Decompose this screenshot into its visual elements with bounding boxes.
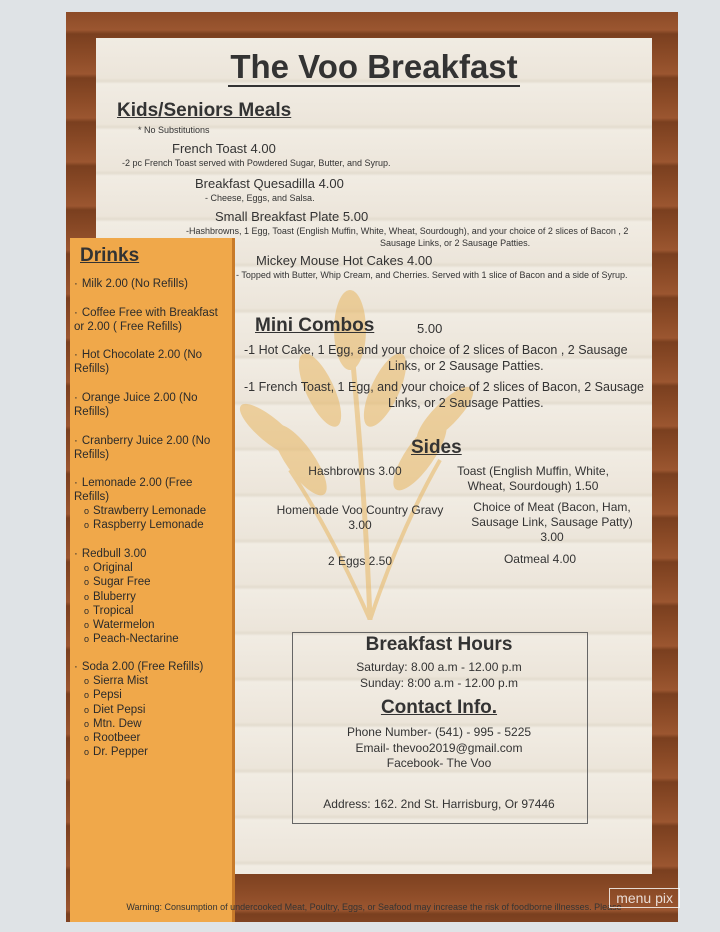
side-gravy (270, 503, 450, 533)
drink-redbull: · Redbull 3.00 o Original o Sugar Free o Bluberry o Tropical o Watermelon o Peach-Nectarine (74, 547, 226, 647)
side-gravy-line: Homemade Voo Country Gravy (276, 503, 444, 517)
side-meat-line: 3.00 (540, 530, 564, 544)
side-meat (462, 500, 642, 545)
contact-facebook: Facebook- The Voo (386, 756, 492, 770)
flavor-item: o Sierra Mist (84, 674, 226, 688)
combo-item: Links, or 2 Sausage Patties. (388, 359, 544, 373)
flavor-item: o Tropical (84, 604, 226, 618)
watermark: menu pix (609, 888, 680, 908)
flavor-item: o Watermelon (84, 618, 226, 632)
drink-label: Cranberry Juice 2.00 (No (81, 435, 211, 447)
kids-item-name: French Toast 4.00 (172, 141, 276, 156)
drinks-heading: Drinks (80, 245, 140, 266)
flavor-item: o Mtn. Dew (84, 717, 226, 731)
drink-label: Refills) (74, 363, 110, 375)
contact-address: Address: 162. 2nd St. Harrisburg, Or 97446 (323, 797, 555, 811)
drink-orange-juice: · Orange Juice 2.00 (No Refills) (74, 391, 226, 419)
contact-heading: Contact Info. (380, 697, 498, 718)
drink-label: or 2.00 ( Free Refills) (74, 321, 183, 333)
combos-heading: Mini Combos (255, 315, 375, 336)
drink-soda: · Soda 2.00 (Free Refills) o Sierra Mist o Pepsi o Diet Pepsi o Mtn. Dew o Rootbeer o Dr. Pepper (74, 660, 226, 760)
hours-saturday: Saturday: 8.00 a.m - 12.00 p.m (356, 660, 522, 674)
drink-label: Orange Juice 2.00 (No (81, 392, 198, 404)
drink-label: Coffee Free with Breakfast (81, 307, 218, 319)
hours-sunday: Sunday: 8:00 a.m - 12.00 p.m (359, 676, 519, 690)
kids-item-name: Small Breakfast Plate 5.00 (215, 209, 369, 224)
drink-label: Lemonade 2.00 (Free (81, 477, 193, 489)
side-eggs: 2 Eggs 2.50 (327, 554, 393, 568)
side-oatmeal: Oatmeal 4.00 (503, 552, 577, 566)
drink-label: Refills) (74, 449, 110, 461)
drink-label: Refills) (74, 406, 110, 418)
drink-coffee: · Coffee Free with Breakfast or 2.00 ( Free Refills) (74, 306, 226, 334)
drink-label: Redbull 3.00 (81, 548, 147, 560)
flavor-item: o Rootbeer (84, 731, 226, 745)
side-hashbrowns: Hashbrowns 3.00 (308, 464, 402, 478)
kids-heading: Kids/Seniors Meals (117, 100, 292, 121)
soda-flavors (74, 674, 226, 760)
flavor-item: o Pepsi (84, 688, 226, 702)
side-gravy-line: 3.00 (348, 518, 372, 532)
flavor-item: o Peach-Nectarine (84, 632, 226, 646)
flavor-item: o Original (84, 561, 226, 575)
flavor-item: o Dr. Pepper (84, 745, 226, 759)
page-title: The Voo Breakfast (230, 48, 518, 85)
kids-item-desc: - Topped with Butter, Whip Cream, and Cherries. Served with 1 slice of Bacon and a side of Syrup. (236, 270, 628, 280)
side-meat-line: Sausage Link, Sausage Patty) (471, 515, 633, 529)
contact-phone: Phone Number- (541) - 995 - 5225 (346, 725, 532, 739)
drink-label: Refills) (74, 491, 110, 503)
drink-label: Milk 2.00 (No Refills) (81, 278, 188, 290)
kids-item-name: Mickey Mouse Hot Cakes 4.00 (256, 253, 433, 268)
food-warning: Warning: Consumption of undercooked Meat, Poultry, Eggs, or Seafood may increase the risk of foodborne illnesses. Please (126, 902, 622, 912)
drink-label: Soda 2.00 (Free Refills) (81, 661, 204, 673)
combo-item: -1 French Toast, 1 Egg, and your choice of 2 slices of Bacon, 2 Sausage (244, 380, 645, 394)
no-substitutions-note: * No Substitutions (138, 125, 210, 135)
redbull-flavors (74, 561, 226, 647)
flavor-item: o Bluberry (84, 590, 226, 604)
kids-item-desc: - Cheese, Eggs, and Salsa. (205, 193, 315, 203)
sides-heading: Sides (411, 437, 462, 458)
kids-item-desc: -Hashbrowns, 1 Egg, Toast (English Muffin, White, Wheat, Sourdough), and your choice of 2 slices of Bacon , 2 (186, 226, 629, 236)
flavor-item: o Diet Pepsi (84, 703, 226, 717)
flavor-item: o Strawberry Lemonade (84, 504, 226, 518)
combo-item: -1 Hot Cake, 1 Egg, and your choice of 2 slices of Bacon , 2 Sausage (244, 343, 628, 357)
drink-hot-chocolate: · Hot Chocolate 2.00 (No Refills) (74, 348, 226, 376)
drink-milk: · Milk 2.00 (No Refills) (74, 278, 188, 290)
kids-item-desc: Sausage Links, or 2 Sausage Patties. (380, 238, 531, 248)
contact-email: Email- thevoo2019@gmail.com (355, 741, 523, 755)
drink-label: Hot Chocolate 2.00 (No (81, 349, 203, 361)
side-toast-line: Wheat, Sourdough) 1.50 (467, 479, 599, 493)
hours-heading: Breakfast Hours (365, 634, 513, 655)
combos-price: 5.00 (417, 321, 443, 336)
kids-item-desc: -2 pc French Toast served with Powdered Sugar, Butter, and Syrup. (122, 158, 391, 168)
drink-lemonade: · Lemonade 2.00 (Free Refills) o Strawberry Lemonade o Raspberry Lemonade (74, 476, 226, 533)
drink-cranberry-juice: · Cranberry Juice 2.00 (No Refills) (74, 434, 226, 462)
kids-item-name: Breakfast Quesadilla 4.00 (195, 176, 344, 191)
flavor-item: o Sugar Free (84, 575, 226, 589)
side-toast-line: Toast (English Muffin, White, (457, 464, 609, 478)
side-meat-line: Choice of Meat (Bacon, Ham, (473, 500, 631, 514)
side-toast (448, 464, 618, 494)
flavor-item: o Raspberry Lemonade (84, 518, 226, 532)
lemonade-flavors (74, 504, 226, 533)
combo-item: Links, or 2 Sausage Patties. (388, 396, 544, 410)
